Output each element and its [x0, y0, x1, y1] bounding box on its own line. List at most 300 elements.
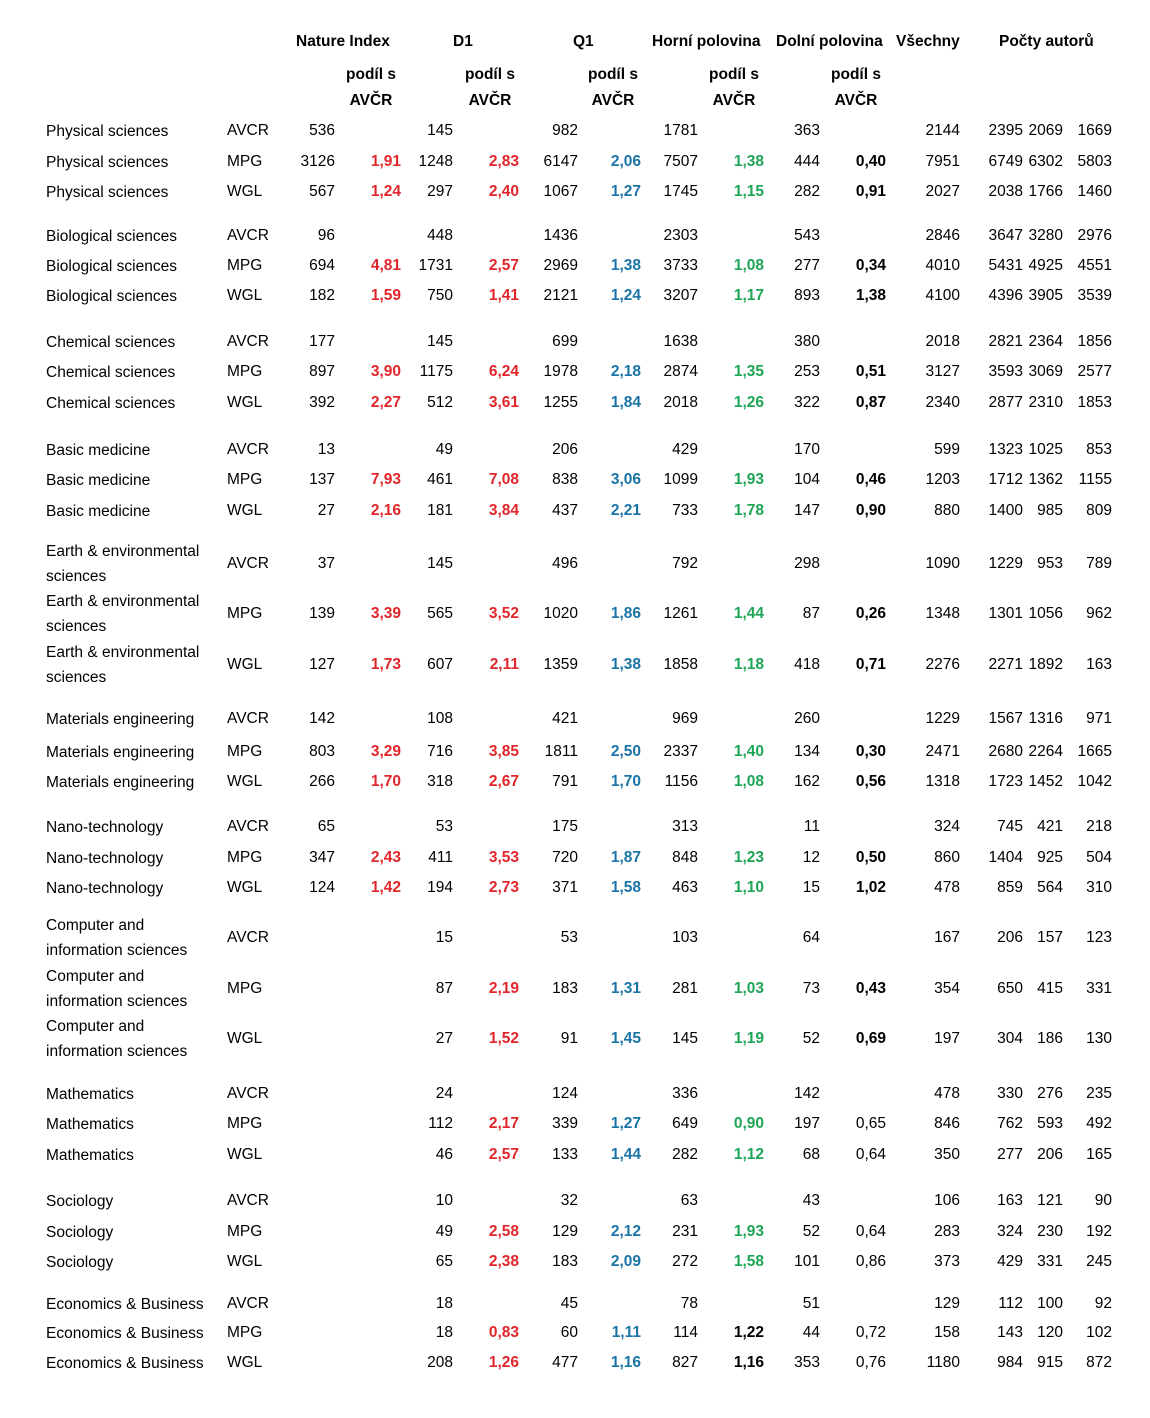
cell-ni-r: 3,39	[370, 605, 401, 622]
row-field-label: Basic medicine	[46, 472, 151, 489]
cell-a2: 3905	[1028, 287, 1063, 304]
cell-q1: 371	[552, 879, 578, 896]
cell-ni: 37	[317, 555, 335, 572]
cell-all: 2340	[925, 394, 960, 411]
row-field-label: Earth & environmental sciences	[46, 644, 200, 686]
cell-a3: 962	[1086, 605, 1112, 622]
cell-a3: 2976	[1077, 227, 1112, 244]
cell-d1-r: 2,19	[488, 980, 519, 997]
cell-d1: 145	[427, 555, 453, 572]
cell-d1-r: 1,41	[488, 287, 519, 304]
cell-d: 44	[802, 1324, 820, 1341]
cell-a2: 331	[1037, 1253, 1063, 1270]
cell-a2: 276	[1037, 1085, 1063, 1102]
row-org: AVCR	[227, 1192, 269, 1209]
cell-q1: 1067	[543, 183, 578, 200]
cell-h: 313	[672, 818, 698, 835]
cell-a3: 310	[1086, 879, 1112, 896]
cell-q1: 437	[552, 502, 578, 519]
cell-ni: 142	[309, 710, 335, 727]
cell-d1-r: 2,17	[488, 1115, 519, 1132]
cell-d: 52	[802, 1030, 820, 1047]
cell-a2: 1316	[1028, 710, 1063, 727]
cell-a2: 593	[1037, 1115, 1063, 1132]
row-field-label: Earth & environmental sciences	[46, 593, 200, 635]
cell-q1: 982	[552, 122, 578, 139]
cell-q1-r: 1,44	[610, 1146, 641, 1163]
cell-d1-r: 2,40	[488, 183, 519, 200]
cell-a2: 2364	[1028, 333, 1063, 350]
cell-h: 848	[672, 849, 698, 866]
cell-ni-r: 3,90	[370, 363, 401, 380]
row-field-label: Sociology	[46, 1254, 114, 1271]
cell-ni-r: 1,59	[370, 287, 401, 304]
cell-d1: 15	[435, 929, 453, 946]
cell-h-r: 1,44	[733, 605, 764, 622]
cell-a3: 853	[1086, 441, 1112, 458]
cell-d1: 607	[427, 656, 453, 673]
cell-all: 197	[934, 1030, 960, 1047]
cell-d-r: 1,38	[855, 287, 886, 304]
row-org: AVCR	[227, 710, 269, 727]
cell-ni: 127	[309, 656, 335, 673]
cell-h-r: 1,35	[733, 363, 764, 380]
cell-a1: 6749	[988, 153, 1023, 170]
cell-d1: 18	[435, 1295, 453, 1312]
header-avcr-horni: AVČR	[712, 92, 756, 109]
row-field-label: Computer and information sciences	[46, 1018, 188, 1060]
row-org: WGL	[227, 1030, 263, 1047]
cell-a1: 143	[997, 1324, 1023, 1341]
cell-d1: 318	[427, 773, 453, 790]
cell-a1: 5431	[988, 257, 1023, 274]
cell-all: 1318	[925, 773, 960, 790]
cell-d-r: 0,65	[855, 1115, 886, 1132]
cell-q1: 1811	[544, 743, 578, 760]
cell-a1: 1301	[988, 605, 1023, 622]
cell-d1-r: 3,85	[488, 743, 519, 760]
cell-d1: 18	[435, 1324, 453, 1341]
header-q1: Q1	[573, 33, 594, 50]
cell-ni-r: 1,24	[370, 183, 401, 200]
cell-h-r: 1,12	[733, 1146, 764, 1163]
cell-h: 2303	[663, 227, 698, 244]
cell-a2: 421	[1037, 818, 1063, 835]
cell-d: 134	[794, 743, 820, 760]
cell-q1-r: 1,38	[610, 257, 641, 274]
cell-d: 51	[802, 1295, 820, 1312]
cell-ni: 3126	[300, 153, 335, 170]
row-org: AVCR	[227, 1295, 269, 1312]
cell-d1-r: 2,58	[488, 1223, 519, 1240]
cell-a2: 2069	[1028, 122, 1063, 139]
cell-a1: 1567	[988, 710, 1023, 727]
row-field-label: Chemical sciences	[46, 364, 176, 381]
cell-h: 3733	[663, 257, 698, 274]
cell-q1-r: 1,27	[610, 183, 641, 200]
cell-q1-r: 1,31	[610, 980, 641, 997]
cell-all: 1090	[925, 555, 960, 572]
cell-d1-r: 3,61	[488, 394, 519, 411]
cell-all: 4100	[925, 287, 960, 304]
cell-d1-r: 6,24	[488, 363, 519, 380]
cell-h: 1781	[663, 122, 698, 139]
row-field-label: Materials engineering	[46, 711, 195, 728]
cell-all: 106	[934, 1192, 960, 1209]
row-field-label: Nano-technology	[46, 819, 164, 836]
cell-a3: 123	[1086, 929, 1112, 946]
cell-a1: 1723	[988, 773, 1023, 790]
cell-a1: 1404	[988, 849, 1023, 866]
cell-d1: 181	[427, 502, 453, 519]
cell-q1-r: 1,11	[611, 1324, 641, 1341]
cell-d1: 1175	[419, 363, 453, 380]
cell-a1: 429	[997, 1253, 1023, 1270]
row-org: MPG	[227, 471, 263, 488]
row-field-label: Mathematics	[46, 1147, 134, 1164]
cell-d: 52	[802, 1223, 820, 1240]
cell-d1-r: 2,73	[488, 879, 519, 896]
row-org: AVCR	[227, 929, 269, 946]
row-field-label: Economics & Business	[46, 1355, 204, 1372]
row-field-label: Earth & environmental sciences	[46, 543, 200, 585]
cell-ni-r: 1,73	[370, 656, 401, 673]
cell-a2: 230	[1037, 1223, 1063, 1240]
cell-a1: 650	[997, 980, 1023, 997]
cell-a3: 971	[1086, 710, 1112, 727]
cell-d1: 208	[427, 1354, 453, 1371]
cell-ni: 124	[309, 879, 335, 896]
cell-d: 298	[794, 555, 820, 572]
cell-a3: 235	[1086, 1085, 1112, 1102]
cell-h-r: 1,08	[733, 773, 764, 790]
row-field-label: Physical sciences	[46, 123, 169, 140]
cell-a1: 163	[997, 1192, 1023, 1209]
cell-a2: 3069	[1028, 363, 1063, 380]
cell-q1: 175	[552, 818, 578, 835]
cell-h: 429	[672, 441, 698, 458]
cell-d: 12	[802, 849, 820, 866]
cell-d-r: 0,46	[855, 471, 886, 488]
cell-a1: 324	[997, 1223, 1023, 1240]
cell-h-r: 1,38	[733, 153, 764, 170]
cell-all: 4010	[925, 257, 960, 274]
row-field-label: Basic medicine	[46, 442, 151, 459]
cell-h-r: 1,10	[733, 879, 764, 896]
cell-ni-r: 1,91	[370, 153, 401, 170]
header-podil-nature: podíl s	[346, 66, 396, 83]
cell-ni-r: 3,29	[370, 743, 401, 760]
row-field-label: Economics & Business	[46, 1296, 204, 1313]
cell-q1-r: 1,38	[610, 656, 641, 673]
cell-d1: 108	[427, 710, 453, 727]
cell-a3: 130	[1086, 1030, 1112, 1047]
cell-q1: 339	[552, 1115, 578, 1132]
cell-a2: 985	[1037, 502, 1063, 519]
cell-h: 792	[672, 555, 698, 572]
cell-a1: 984	[997, 1354, 1023, 1371]
cell-h: 103	[672, 929, 698, 946]
cell-d-r: 0,34	[855, 257, 886, 274]
cell-all: 373	[934, 1253, 960, 1270]
cell-q1: 129	[552, 1223, 578, 1240]
cell-q1: 206	[552, 441, 578, 458]
cell-a2: 1362	[1028, 471, 1063, 488]
cell-d-r: 0,90	[855, 502, 886, 519]
cell-h: 1099	[663, 471, 698, 488]
cell-h-r: 1,26	[733, 394, 764, 411]
cell-d-r: 0,30	[855, 743, 886, 760]
cell-h: 2018	[663, 394, 698, 411]
cell-a3: 1460	[1077, 183, 1112, 200]
cell-d: 162	[794, 773, 820, 790]
cell-h-r: 1,58	[733, 1253, 764, 1270]
cell-h: 2337	[663, 743, 698, 760]
cell-q1: 124	[552, 1085, 578, 1102]
cell-h-r: 1,22	[733, 1324, 764, 1341]
cell-q1: 32	[560, 1192, 578, 1209]
cell-all: 2276	[925, 656, 960, 673]
cell-d: 322	[794, 394, 820, 411]
cell-a3: 1155	[1078, 471, 1112, 488]
cell-q1: 496	[552, 555, 578, 572]
cell-d1: 1248	[418, 153, 453, 170]
row-org: MPG	[227, 1115, 263, 1132]
cell-q1: 1359	[543, 656, 578, 673]
row-org: MPG	[227, 849, 263, 866]
cell-a3: 4551	[1077, 257, 1112, 274]
cell-a3: 90	[1094, 1192, 1112, 1209]
cell-a3: 92	[1094, 1295, 1112, 1312]
row-field-label: Biological sciences	[46, 288, 177, 305]
row-org: AVCR	[227, 1085, 269, 1102]
cell-a1: 1400	[988, 502, 1023, 519]
cell-d-r: 0,64	[855, 1146, 886, 1163]
cell-h: 2874	[663, 363, 698, 380]
cell-q1: 183	[552, 980, 578, 997]
cell-d1: 24	[435, 1085, 453, 1102]
cell-q1-r: 2,50	[610, 743, 641, 760]
row-org: MPG	[227, 1324, 263, 1341]
row-field-label: Sociology	[46, 1193, 114, 1210]
cell-h: 272	[672, 1253, 698, 1270]
row-org: MPG	[227, 363, 263, 380]
row-org: AVCR	[227, 122, 269, 139]
cell-a1: 762	[997, 1115, 1023, 1132]
row-org: AVCR	[227, 441, 269, 458]
cell-h: 649	[672, 1115, 698, 1132]
cell-d1-r: 2,57	[488, 1146, 519, 1163]
cell-d: 64	[802, 929, 820, 946]
row-org: MPG	[227, 1223, 263, 1240]
cell-all: 350	[934, 1146, 960, 1163]
cell-ni: 27	[317, 502, 335, 519]
cell-q1-r: 3,06	[610, 471, 641, 488]
cell-d-r: 0,40	[855, 153, 886, 170]
cell-h-r: 1,93	[733, 1223, 764, 1240]
header-avcr-nature: AVČR	[349, 92, 393, 109]
cell-a2: 186	[1037, 1030, 1063, 1047]
cell-d1-r: 2,83	[488, 153, 519, 170]
cell-q1-r: 1,87	[610, 849, 641, 866]
cell-q1: 2969	[543, 257, 578, 274]
cell-a1: 206	[997, 929, 1023, 946]
row-org: AVCR	[227, 333, 269, 350]
cell-a2: 1892	[1028, 656, 1063, 673]
cell-q1: 183	[552, 1253, 578, 1270]
cell-d: 73	[802, 980, 820, 997]
cell-d1: 87	[435, 980, 453, 997]
cell-h: 1261	[663, 605, 698, 622]
cell-q1-r: 2,18	[610, 363, 641, 380]
row-field-label: Mathematics	[46, 1116, 134, 1133]
cell-d: 104	[794, 471, 820, 488]
cell-ni: 897	[309, 363, 335, 380]
cell-h: 114	[673, 1324, 698, 1341]
cell-d1-r: 7,08	[488, 471, 519, 488]
cell-all: 283	[934, 1223, 960, 1240]
cell-all: 1348	[925, 605, 960, 622]
cell-a3: 165	[1086, 1146, 1112, 1163]
cell-a3: 245	[1086, 1253, 1112, 1270]
cell-a2: 1056	[1028, 605, 1063, 622]
row-org: MPG	[227, 605, 263, 622]
cell-h-r: 1,40	[733, 743, 764, 760]
cell-a2: 1025	[1028, 441, 1063, 458]
cell-h: 463	[672, 879, 698, 896]
cell-d1: 49	[435, 1223, 453, 1240]
cell-ni-r: 2,27	[370, 394, 401, 411]
header-avcr-d1: AVČR	[468, 92, 512, 109]
row-field-label: Economics & Business	[46, 1325, 204, 1342]
cell-ni: 536	[309, 122, 335, 139]
cell-q1: 2121	[543, 287, 578, 304]
cell-d: 15	[802, 879, 820, 896]
cell-ni-r: 1,70	[370, 773, 401, 790]
cell-q1-r: 2,09	[610, 1253, 641, 1270]
cell-d1: 194	[427, 879, 453, 896]
cell-ni: 694	[309, 257, 335, 274]
cell-d-r: 0,91	[855, 183, 886, 200]
header-horni-polovina: Horní polovina	[652, 33, 761, 50]
cell-h: 145	[672, 1030, 698, 1047]
row-org: WGL	[227, 1354, 263, 1371]
row-field-label: Materials engineering	[46, 744, 195, 761]
cell-a3: 331	[1086, 980, 1112, 997]
header-d1: D1	[453, 33, 473, 50]
cell-d1: 112	[428, 1115, 453, 1132]
cell-q1: 1020	[543, 605, 578, 622]
cell-h: 1156	[664, 773, 698, 790]
cell-a3: 1042	[1077, 773, 1112, 790]
cell-d: 444	[794, 153, 820, 170]
cell-ni-r: 4,81	[370, 257, 401, 274]
row-org: MPG	[227, 743, 263, 760]
row-field-label: Physical sciences	[46, 154, 169, 171]
row-org: WGL	[227, 394, 263, 411]
cell-a3: 1665	[1077, 743, 1112, 760]
cell-d: 418	[794, 656, 820, 673]
header-podil-horni: podíl s	[709, 66, 759, 83]
cell-a1: 2821	[988, 333, 1023, 350]
cell-ni-r: 1,42	[370, 879, 401, 896]
cell-all: 599	[934, 441, 960, 458]
header-podil-dolni: podíl s	[831, 66, 881, 83]
row-org: MPG	[227, 153, 263, 170]
cell-all: 167	[934, 929, 960, 946]
cell-d: 277	[794, 257, 820, 274]
cell-d-r: 0,72	[855, 1324, 886, 1341]
cell-all: 1180	[926, 1354, 960, 1371]
cell-q1: 45	[560, 1295, 578, 1312]
cell-d: 363	[794, 122, 820, 139]
cell-a3: 2577	[1077, 363, 1112, 380]
row-field-label: Mathematics	[46, 1086, 134, 1103]
cell-a3: 192	[1086, 1223, 1112, 1240]
cell-d1: 448	[427, 227, 453, 244]
cell-d1: 512	[427, 394, 453, 411]
cell-a3: 809	[1086, 502, 1112, 519]
cell-a1: 2038	[988, 183, 1023, 200]
row-field-label: Nano-technology	[46, 850, 164, 867]
cell-a3: 492	[1086, 1115, 1112, 1132]
cell-d: 197	[794, 1115, 820, 1132]
cell-q1: 53	[560, 929, 578, 946]
cell-d: 893	[794, 287, 820, 304]
cell-d: 543	[794, 227, 820, 244]
cell-q1: 838	[552, 471, 578, 488]
cell-all: 2144	[925, 122, 960, 139]
row-field-label: Materials engineering	[46, 774, 195, 791]
cell-a3: 872	[1086, 1354, 1112, 1371]
cell-a3: 1856	[1077, 333, 1112, 350]
cell-a1: 3593	[988, 363, 1023, 380]
cell-a2: 415	[1037, 980, 1063, 997]
cell-all: 354	[934, 980, 960, 997]
cell-a3: 504	[1086, 849, 1112, 866]
row-field-label: Computer and information sciences	[46, 917, 188, 959]
cell-q1: 1436	[543, 227, 578, 244]
row-org: AVCR	[227, 227, 269, 244]
cell-a3: 1853	[1077, 394, 1112, 411]
cell-a3: 789	[1086, 555, 1112, 572]
cell-ni-r: 7,93	[370, 471, 401, 488]
cell-all: 846	[934, 1115, 960, 1132]
cell-all: 129	[934, 1295, 960, 1312]
cell-a1: 277	[997, 1146, 1023, 1163]
cell-all: 158	[934, 1324, 960, 1341]
cell-h-r: 1,08	[733, 257, 764, 274]
cell-d: 147	[794, 502, 820, 519]
cell-all: 324	[934, 818, 960, 835]
cell-a1: 745	[997, 818, 1023, 835]
cell-q1: 91	[560, 1030, 578, 1047]
cell-d1: 145	[427, 122, 453, 139]
cell-a1: 859	[997, 879, 1023, 896]
cell-h: 969	[672, 710, 698, 727]
cell-q1: 1978	[543, 363, 578, 380]
row-field-label: Biological sciences	[46, 228, 177, 245]
cell-ni: 392	[309, 394, 335, 411]
row-field-label: Chemical sciences	[46, 334, 176, 351]
cell-q1: 1255	[543, 394, 578, 411]
cell-ni: 139	[309, 605, 335, 622]
cell-h: 78	[680, 1295, 698, 1312]
cell-q1: 477	[552, 1354, 578, 1371]
cell-ni: 266	[309, 773, 335, 790]
row-org: AVCR	[227, 818, 269, 835]
cell-all: 2471	[925, 743, 960, 760]
